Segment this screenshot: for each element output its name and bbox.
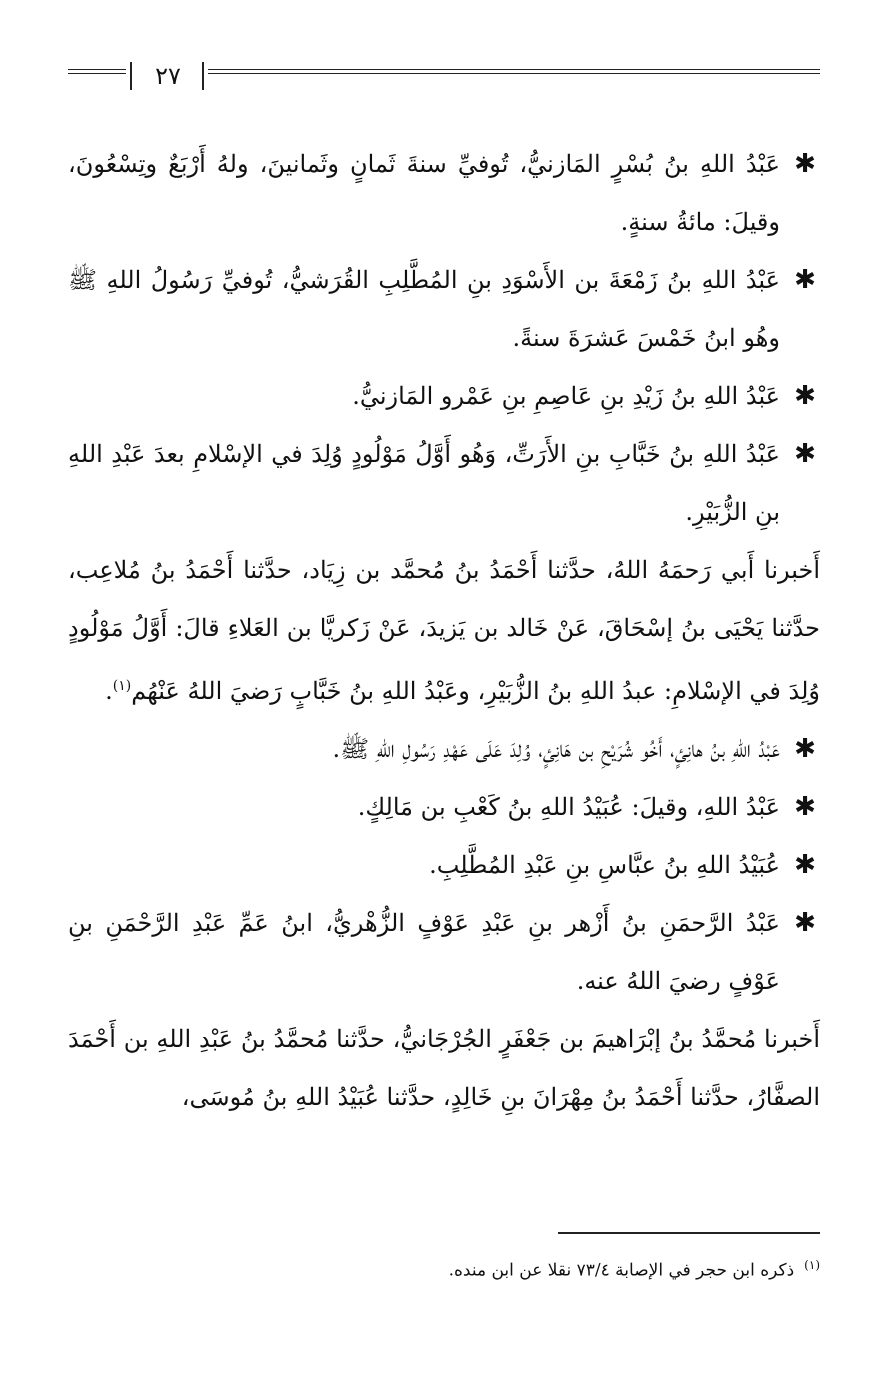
page-number: ٢٧ xyxy=(155,62,181,90)
header-separator xyxy=(130,62,132,90)
asterisk-icon: ✱ xyxy=(794,792,816,822)
footnote-marker: (١) xyxy=(804,1258,820,1272)
asterisk-icon: ✱ xyxy=(794,381,816,411)
header-rule-left xyxy=(68,69,126,74)
header-rule-right xyxy=(208,69,820,74)
entry-text: عَبْدُ اللهِ بنُ خَبَّابِ بنِ الأَرَتِّ، وَهُو أَوَّلُ مَوْلُودٍ وُلِدَ في الإسْلامِ بعدَ عَبْدِ اللهِ بنِ الزُّبَيْرِ. xyxy=(68,440,780,526)
entry-text: عُبَيْدُ اللهِ بنُ عبَّاسِ بنِ عَبْدِ المُطَّلِبِ. xyxy=(429,851,780,879)
entry-text: عَبْدُ اللهِ بنُ زَمْعَةَ بن الأَسْوَدِ بنِ المُطَّلِبِ القُرَشيُّ، تُوفيِّ رَسُولُ اللهِ ﷺ وهُو ابنُ خَمْسَ عَشرَةَ سنةً. xyxy=(68,266,780,352)
asterisk-icon: ✱ xyxy=(794,149,816,179)
paragraph-end: . xyxy=(105,677,113,705)
asterisk-icon: ✱ xyxy=(794,734,816,764)
entry-text: عَبْدُ اللهِ بنُ هانِئٍ، أَخُو شُرَيْحِ بن هَانِئٍ، وُلِدَ عَلَى عَهْدِ رَسُولِ اللهِ ﷺ. xyxy=(332,735,780,763)
biography-entry xyxy=(68,894,820,1010)
page-body xyxy=(68,135,820,1126)
footnotes xyxy=(68,1250,820,1286)
entry-text: عَبْدُ اللهِ، وقيلَ: عُبَيْدُ اللهِ بنُ كَعْبِ بن مَالِكٍ. xyxy=(357,793,780,821)
page-header xyxy=(68,62,820,92)
paragraph-text: أَخبرنا أَبي رَحمَهُ اللهُ، حدَّثنا أَحْمَدُ بنُ مُحمَّد بن زِيَاد، حدَّثنا أَحْمَدُ بنُ مُلاعِب، حدَّثنا يَحْيَى بنُ إسْحَاقَ، عَنْ خَالد بن يَزيدَ، عَنْ زَكريَّا بن العَلاءِ قالَ: أَوَّلُ مَوْلُودٍ وُلِدَ في الإسْلامِ: عبدُ اللهِ بنُ الزُّبَيْرِ، وعَبْدُ اللهِ بنُ خَبَّابٍ رَضيَ اللهُ عَنْهُم xyxy=(68,556,820,705)
asterisk-icon: ✱ xyxy=(794,439,816,469)
asterisk-icon: ✱ xyxy=(794,908,816,938)
biography-entry xyxy=(68,367,820,425)
entry-text: عَبْدُ اللهِ بنُ زَيْدِ بنِ عَاصِمِ بنِ عَمْرو المَازنيُّ. xyxy=(352,382,780,410)
header-separator xyxy=(202,62,204,90)
footnote xyxy=(68,1250,820,1286)
biography-entry xyxy=(68,720,820,778)
entry-text: عَبْدُ اللهِ بنُ بُسْرٍ المَازنيُّ، تُوفيِّ سنةَ ثَمانٍ وثَمانينَ، ولهُ أَرْبَعٌ وتِسْعُونَ، وقيلَ: مائةُ سنةٍ. xyxy=(68,150,780,236)
biography-entry xyxy=(68,836,820,894)
biography-entry xyxy=(68,135,820,251)
footnote-text: ذكره ابن حجر في الإصابة ٧٣/٤ نقلا عن ابن منده. xyxy=(448,1260,795,1281)
entry-text: عَبْدُ الرَّحمَنِ بنُ أَزْهر بنِ عَبْدِ عَوْفٍ الزُّهْريُّ، ابنُ عَمِّ عَبْدِ الرَّحْمَنِ بنِ عَوْفٍ رضيَ اللهُ عنه. xyxy=(68,909,780,995)
isnad-paragraph xyxy=(68,541,820,720)
asterisk-icon: ✱ xyxy=(794,265,816,295)
paragraph-text: أَخبرنا مُحمَّدُ بنُ إبْرَاهيمَ بن جَعْفَرٍ الجُرْجَانيُّ، حدَّثنا مُحمَّدُ بنُ عَبْدِ اللهِ بن أَحْمَدَ الصفَّارُ، حدَّثنا أَحْمَدُ بنُ مِهْرَانَ بنِ خَالِدٍ، حدَّثنا عُبَيْدُ اللهِ بنُ مُوسَى، xyxy=(68,1025,820,1111)
footnote-reference: (١) xyxy=(112,678,132,694)
biography-entry xyxy=(68,778,820,836)
isnad-paragraph xyxy=(68,1010,820,1126)
biography-entry xyxy=(68,251,820,367)
biography-entry xyxy=(68,425,820,541)
asterisk-icon: ✱ xyxy=(794,850,816,880)
footnote-separator xyxy=(558,1232,820,1234)
